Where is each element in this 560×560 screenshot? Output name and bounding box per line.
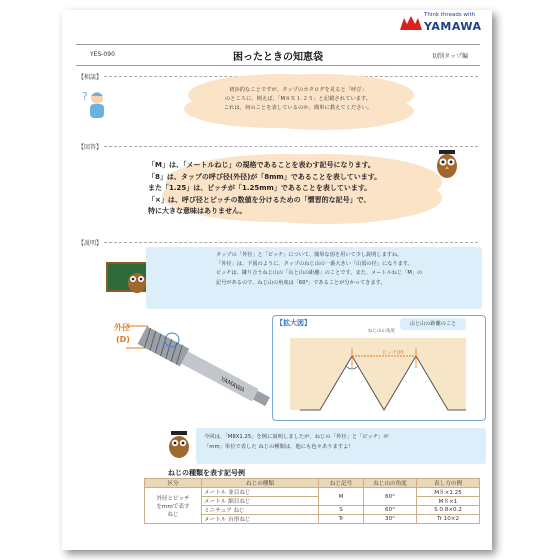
thread-type-cell: メートル 細目ねじ [202,497,319,506]
document-category: 切削タップ編 [431,53,468,60]
thread-profile-diagram [290,338,466,410]
document-page [62,10,492,550]
explanation-line: ピッチは、隣り合うねじ山の「山と山の距離」のことです。また、メートルねじ「M」の [216,270,423,277]
yamawa-logo-icon [400,16,422,30]
section-answer-label: 【回答】 [78,144,103,151]
outer-diameter-symbol: (D) [116,335,130,344]
section-explain-label: 【説明】 [78,240,103,247]
brand-tagline: Think threads with [424,12,476,18]
thread-symbol-cell: Tr [319,515,364,524]
answer-line: また「1.25」は、ピッチが「1.25mm」であることを表しています。 [148,184,372,192]
owl-teacher-icon [126,268,148,294]
thread-symbol-cell: S [319,506,364,515]
thread-type-cell: メートル 台形ねじ [202,515,319,524]
thread-example-cell: M８×1.25 [417,488,480,497]
tap-illustration [134,326,284,436]
group-label: をmmで表す [156,503,190,510]
svg-text:?: ? [82,90,88,103]
thread-example-cell: Tr 10×2 [417,515,480,524]
thread-angle-cell: 30° [364,515,417,524]
explanation-line: 記号があるので、ねじ山の角度は「60°」であることが分かってきます。 [216,279,386,286]
section-divider [104,146,478,147]
answer-line: 特に大きな意味はありません。 [148,207,247,215]
column-header: 表し方の例 [417,479,480,488]
summary-line: 今回は、「M8X1.25」を例に説明しましたが、ねじの「外径」と「ピッチ」が [204,434,389,440]
explanation-box [146,247,482,309]
thread-symbol-cell: M [319,488,364,506]
explanation-line: タップの「外径」と「ピッチ」について、簡単な図を用いて少し説明しますね。 [216,252,403,258]
column-header: ねじ山の角度 [364,479,417,488]
thread-type-cell: ミニチュア ねじ [202,506,319,515]
tap-brand-text: YAMAWA [219,375,246,394]
group-cell [145,488,202,524]
table-title: ねじの種類を表す記号例 [168,469,245,477]
thread-angle-cell: 60° [364,488,417,506]
owl-student-icon [166,430,192,460]
brand-logo [400,12,490,40]
brand-name: YAMAWA [424,20,482,33]
question-text [178,86,418,113]
answer-line: 「M」は、「メートルねじ」の規格であることを表わす記号になります。 [148,161,375,169]
owl-professor-icon [434,148,460,180]
zoom-label: 【拡大図】 [276,319,311,327]
document-code: YES-090 [90,51,115,58]
thread-type-cell: メートル 並目ねじ [202,488,319,497]
page-title: 困ったときの知恵袋 [233,52,323,63]
column-header: ねじの種類 [202,479,319,488]
question-line: のところに、例えば、「M８Ｘ１.２５」と記載されています。 [224,96,372,102]
thread-angle-cell: 60° [364,506,417,515]
thread-example-cell: M８×1 [417,497,480,506]
thread-angle-note: ねじ山の角度 [368,329,395,334]
table-row [145,488,480,497]
summary-line: 「mm」単位で表した ねじの種類は、他にも色々ありますよ！ [204,444,354,450]
table-header-row [145,479,480,488]
pitch-label: ピッチ(P) [382,350,404,356]
thread-distance-note: 山と山の距離のこと [400,318,466,330]
answer-line: 「8」は、タップの呼び径(外径)が「8mm」であることを表しています。 [148,172,382,181]
group-label: ねじ [167,511,179,518]
explanation-line: 「外径」は、下図のように、タップのねじ山の一番大きい「山頂の径」になります。 [216,261,413,268]
section-question-label: 【相談】 [78,74,103,81]
document-header [76,44,480,66]
answer-line: 「×」は、呼び径とピッチの数値を分けるための「慣習的な記号」で、 [148,195,371,204]
column-header: ねじ記号 [319,479,364,488]
group-label: 外径とピッチ [156,495,190,502]
question-line: これは、何のことを表しているのか、簡単に教えてください。 [223,105,373,111]
column-header: 区分 [145,479,202,488]
answer-text [148,160,438,218]
section-divider [104,76,478,77]
thread-example-cell: S 0.8×0.2 [417,506,480,515]
thread-types-table [144,478,480,524]
outer-diameter-label: 外径 [114,323,130,332]
summary-box [196,428,486,464]
person-question-icon [82,86,108,120]
section-divider [104,242,478,243]
question-line: 初歩的なことですが、タップのカタログを見ると「呼び」 [229,87,367,93]
